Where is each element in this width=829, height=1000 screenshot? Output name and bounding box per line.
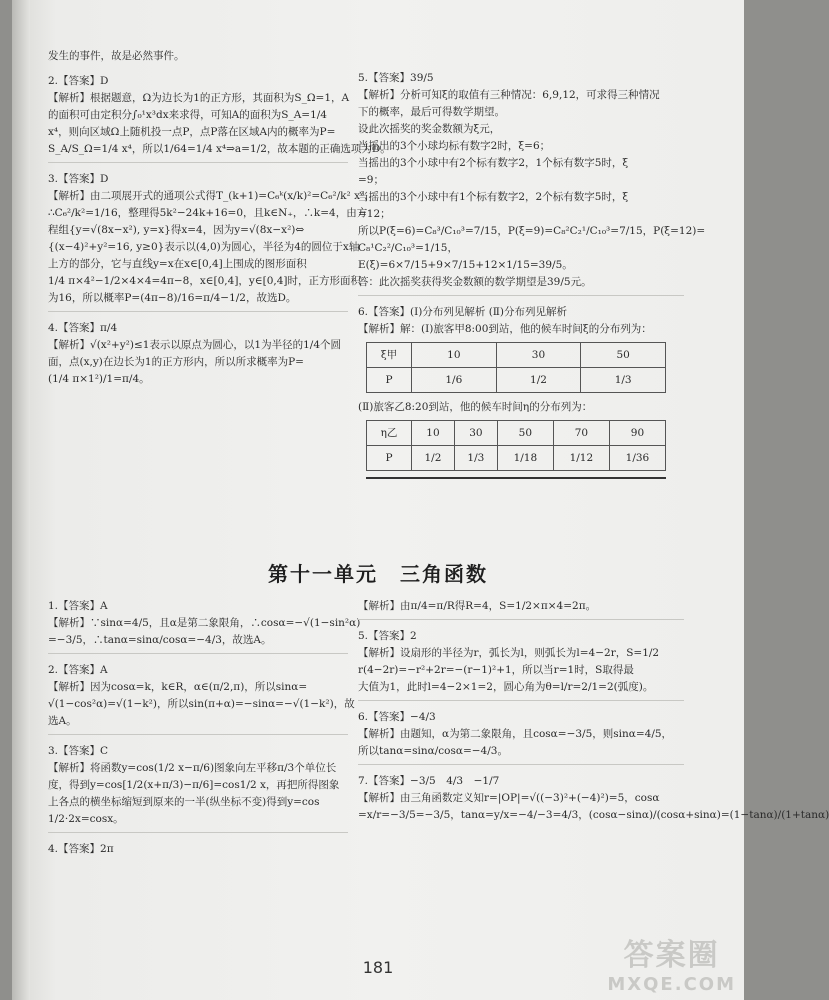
divider [366, 477, 666, 479]
table-cell: 10 [412, 343, 497, 368]
watermark-text: 答案圈 [623, 938, 720, 973]
table-cell: 50 [497, 421, 553, 446]
text-line: 面，点(x,y)在边长为1的正方形内，所以所求概率为P= [48, 356, 304, 368]
text-line: √(1−cos²α)=√(1−k²)，所以sin(π+α)=−sinα=−√(1−k²)，故 [48, 698, 355, 710]
text-line: =12； [358, 208, 391, 220]
text-line: 选A。 [48, 715, 77, 727]
book-page [12, 0, 829, 1000]
divider [358, 764, 684, 765]
answer-line: 2.【答案】D [48, 75, 109, 87]
divider [358, 619, 684, 620]
text-line: 【解析】∵sinα=4/5，且α是第二象限角，∴cosα=−√(1−sin²α) [48, 617, 361, 629]
text-line: 答：此次摇奖获得奖金数额的数学期望是39/5元。 [358, 276, 592, 288]
answer-line: 2.【答案】A [48, 664, 108, 676]
table-cell: 1/3 [454, 446, 497, 471]
table-cell: 1/2 [496, 368, 581, 393]
watermark-logo [607, 930, 736, 995]
distribution-table-eta [366, 420, 666, 471]
text-line: (Ⅱ)旅客乙8:20到站，他的候车时间η的分布列为： [358, 401, 593, 413]
text-line: 1/2·2x=cosx。 [48, 813, 124, 825]
text-line: 【解析】由二项展开式的通项公式得T_(k+1)=C₆ᵏ(x/k)²=C₆²/k² x²， [48, 190, 375, 202]
text-line: 下的概率，最后可得数学期望。 [358, 106, 505, 118]
table-cell: 1/3 [581, 368, 666, 393]
right-column-top [358, 70, 706, 479]
table-cell: 1/36 [609, 446, 665, 471]
text-line: =−3/5，∴tanα=sinα/cosα=−4/3，故选A。 [48, 634, 272, 646]
divider [48, 734, 348, 735]
answer-line: 4.【答案】2π [48, 843, 114, 855]
text-line: 【解析】由题知，α为第二象限角，且cosα=−3/5，则sinα=4/5， [358, 728, 673, 740]
table-row [367, 343, 666, 368]
text-line: 设此次摇奖的奖金数额为ξ元， [358, 123, 501, 135]
divider [358, 700, 684, 701]
text-line: 当摇出的3个小球中有1个标有数字2，2个标有数字5时，ξ [358, 191, 629, 203]
text-line: 度，得到y=cos[1/2(x+π/3)−π/6]=cos1/2 x，再把所得图象 [48, 779, 340, 791]
text-line: 【解析】设扇形的半径为r，弧长为l，则弧长为l=4−2r，S=1/2 [358, 647, 660, 659]
divider [48, 832, 348, 833]
answer-line: 6.【答案】(Ⅰ)分布列见解析 (Ⅱ)分布列见解析 [358, 306, 568, 318]
text-line: =9； [358, 174, 384, 186]
table-cell: 10 [412, 421, 455, 446]
answer-line: 5.【答案】2 [358, 630, 417, 642]
unit-title: 第十一单元 三角函数 [268, 562, 488, 586]
right-column-bottom [358, 598, 829, 824]
divider [48, 653, 348, 654]
text-line: 程组{y=√(8x−x²), y=x}得x=4，因为y=√(8x−x²)⇔ [48, 224, 305, 236]
text-line: 【解析】根据题意，Ω为边长为1的正方形，其面积为S_Ω=1，A [48, 92, 350, 104]
text-line: 上各点的横坐标缩短到原来的一半(纵坐标不变)得到y=cos [48, 796, 320, 808]
table-cell: 1/18 [497, 446, 553, 471]
table-cell: 1/2 [412, 446, 455, 471]
table-row [367, 446, 666, 471]
answer-line: 3.【答案】D [48, 173, 109, 185]
text-line: ∴C₆²/k²=1/16，整理得5k²−24k+16=0，且k∈N₊，∴k=4，由方 [48, 207, 368, 219]
table-cell: P [367, 446, 412, 471]
text-line: 【解析】解：(Ⅰ)旅客甲8:00到站，他的候车时间ξ的分布列为： [358, 323, 652, 335]
divider [48, 162, 348, 163]
answer-line: 3.【答案】C [48, 745, 109, 757]
text-line: 【解析】√(x²+y²)≤1表示以原点为圆心，以1为半径的1/4个圆 [48, 339, 342, 351]
text-line: 上方的部分，它与直线y=x在x∈[0,4]上围成的图形面积 [48, 258, 307, 270]
text-line: 所以tanα=sinα/cosα=−4/3。 [358, 745, 508, 757]
table-cell: ξ甲 [367, 343, 412, 368]
answer-line: 1.【答案】A [48, 600, 108, 612]
text-line: =x/r=−3/5=−3/5，tanα=y/x=−4/−3=4/3，(cosα−sinα)/(cosα+sinα)=(1−tanα)/(1+tanα) [358, 809, 829, 821]
table-cell: 70 [553, 421, 609, 446]
text-line: 当摇出的3个小球中有2个标有数字2，1个标有数字5时，ξ [358, 157, 629, 169]
text-line: 【解析】由三角函数定义知r=|OP|=√((−3)²+(−4)²)=5，cosα [358, 792, 660, 804]
text-line: 【解析】因为cosα=k，k∈R，α∈(π/2,π)，所以sinα= [48, 681, 308, 693]
text-line: 为16，所以概率P=(4π−8)/16=π/4−1/2，故选D。 [48, 292, 297, 304]
text-line: 所以P(ξ=6)=C₈³/C₁₀³=7/15，P(ξ=9)=C₈²C₂¹/C₁₀³=7/15，P(ξ=12)= [358, 225, 706, 237]
answer-line: 7.【答案】−3/5 4/3 −1/7 [358, 775, 500, 787]
divider [48, 311, 348, 312]
table-cell: 50 [581, 343, 666, 368]
distribution-table-xi [366, 342, 666, 393]
text-line: 的面积可由定积分∫₀¹x³dx来求得，可知A的面积为S_A=1/4 [48, 109, 327, 121]
table-cell: P [367, 368, 412, 393]
text-line: x⁴，则向区域Ω上随机投一点P，点P落在区域A内的概率为P= [48, 126, 336, 138]
text-line: 大值为1，此时l=4−2×1=2，圆心角为θ=l/r=2/1=2(弧度)。 [358, 681, 654, 693]
table-cell: 1/12 [553, 446, 609, 471]
table-cell: 1/6 [412, 368, 497, 393]
table-cell: 90 [609, 421, 665, 446]
table-cell: η乙 [367, 421, 412, 446]
table-row [367, 368, 666, 393]
text-line: 【解析】分析可知ξ的取值有三种情况：6,9,12，可求得三种情况 [358, 89, 660, 101]
left-column-bottom [48, 598, 361, 858]
text-line: {(x−4)²+y²=16, y≥0}表示以(4,0)为圆心，半径为4的圆位于x轴 [48, 241, 360, 253]
divider [358, 295, 684, 296]
table-row [367, 421, 666, 446]
answer-line: 4.【答案】π/4 [48, 322, 118, 334]
text-line: S_A/S_Ω=1/4 x⁴，所以1/64=1/4 x⁴⇒a=1/2，故本题的正确选项为D。 [48, 143, 391, 155]
page-number: 181 [362, 958, 394, 977]
page-spine-shadow [12, 0, 30, 1000]
watermark-url: MXQE.COM [607, 974, 736, 995]
answer-line: 5.【答案】39/5 [358, 72, 434, 84]
table-cell: 30 [454, 421, 497, 446]
text-line: 【解析】将函数y=cos(1/2 x−π/6)图象向左平移π/3个单位长 [48, 762, 337, 774]
text-line: 当摇出的3个小球均标有数字2时，ξ=6； [358, 140, 551, 152]
text-line: 1/4 π×4²−1/2×4×4=4π−8，x∈[0,4]，y∈[0,4]时，正方形面积 [48, 275, 362, 287]
text-line: 【解析】由π/4=π/R得R=4，S=1/2×π×4=2π。 [358, 600, 597, 612]
text-line: r(4−2r)=−r²+2r=−(r−1)²+1，所以当r=1时，S取得最 [358, 664, 634, 676]
text-line: E(ξ)=6×7/15+9×7/15+12×1/15=39/5。 [358, 259, 573, 271]
table-cell: 30 [496, 343, 581, 368]
answer-line: 6.【答案】−4/3 [358, 711, 436, 723]
text-line: 发生的事件，故是必然事件。 [48, 50, 185, 62]
text-line: C₈¹C₂²/C₁₀³=1/15， [358, 242, 458, 254]
text-line: (1/4 π×1²)/1=π/4。 [48, 373, 150, 385]
